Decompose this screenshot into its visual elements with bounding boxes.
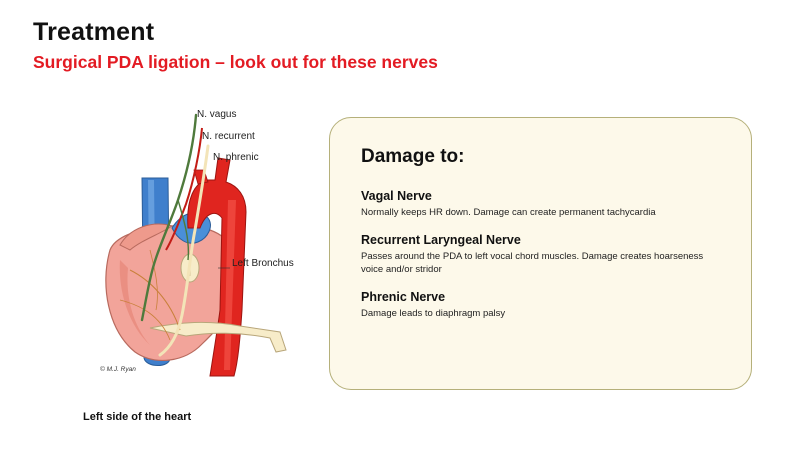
damage-info-box bbox=[329, 117, 752, 390]
slide-subtitle: Surgical PDA ligation – look out for these nerves bbox=[33, 52, 438, 72]
section-text: Passes around the PDA to left vocal chord muscles. Damage creates hoarseness voice and/or stridor bbox=[361, 251, 704, 275]
illustration-credit: © M.J. Ryan bbox=[100, 366, 136, 373]
box-heading: Damage to: bbox=[361, 146, 465, 167]
section-vagal-nerve bbox=[361, 189, 721, 219]
heart-illustration bbox=[90, 100, 330, 390]
section-title: Vagal Nerve bbox=[361, 189, 432, 203]
label-n-phrenic: N. phrenic bbox=[213, 152, 259, 163]
section-title: Recurrent Laryngeal Nerve bbox=[361, 233, 521, 247]
label-n-recurrent: N. recurrent bbox=[202, 131, 255, 142]
section-title: Phrenic Nerve bbox=[361, 290, 446, 304]
illustration-caption: Left side of the heart bbox=[83, 411, 192, 423]
section-text: Normally keeps HR down. Damage can create permanent tachycardia bbox=[361, 207, 656, 218]
section-phrenic-nerve bbox=[361, 290, 721, 320]
label-left-bronchus: Left Bronchus bbox=[232, 258, 294, 269]
label-n-vagus: N. vagus bbox=[197, 109, 237, 120]
section-text: Damage leads to diaphragm palsy bbox=[361, 308, 506, 319]
slide-title: Treatment bbox=[33, 18, 155, 46]
section-recurrent-laryngeal-nerve bbox=[361, 233, 721, 276]
